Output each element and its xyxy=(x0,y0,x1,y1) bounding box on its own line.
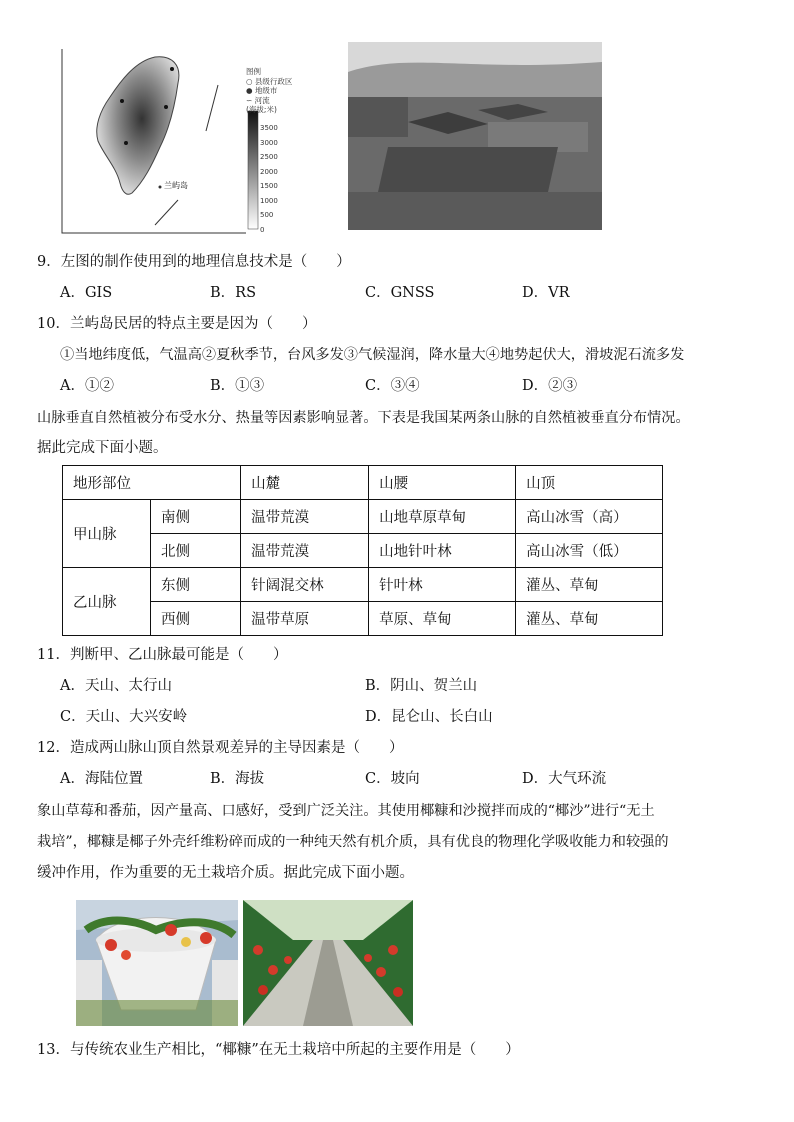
legend-river: ∽ 河流 xyxy=(246,95,270,105)
question-10-stem: 10．兰屿岛民居的特点主要是因为（ ） xyxy=(37,316,317,332)
taiwan-elevation-map xyxy=(60,45,310,235)
question-9-option-b[interactable]: B．RS xyxy=(210,285,257,301)
question-10-option-a[interactable]: A．①② xyxy=(60,378,114,394)
question-13-stem: 13．与传统农业生产相比，“椰糠”在无土栽培中所起的主要作用是（ ） xyxy=(37,1042,520,1058)
intro-2-line-1: 山脉垂直自然植被分布受水分、热量等因素影响显著。下表是我国某两条山脉的自然植被垂直分布情况。 xyxy=(37,410,690,426)
map-legend xyxy=(246,67,292,115)
middle-cell: 山地草原草甸 xyxy=(369,500,516,534)
question-11-option-d[interactable]: D．昆仑山、长白山 xyxy=(365,709,493,725)
side-cell: 北侧 xyxy=(151,534,241,568)
lanyu-dwellings-photo xyxy=(348,42,602,230)
intro-2-line-2: 据此完成下面小题。 xyxy=(37,440,168,456)
question-9-option-c[interactable]: C．GNSS xyxy=(365,285,435,301)
legend-elevation-label: (海拔;米) xyxy=(246,105,277,114)
intro-3-line-1: 象山草莓和番茄，因产量高、口感好，受到广泛关注。其使用椰糠和沙搅拌而成的“椰沙”进行“无土 xyxy=(37,803,655,819)
middle-cell: 草原、草甸 xyxy=(369,602,516,636)
top-cell: 高山冰雪（高） xyxy=(516,500,663,534)
question-10-option-c[interactable]: C．③④ xyxy=(365,378,420,394)
table-row xyxy=(63,534,663,568)
table-header-row xyxy=(63,466,663,500)
side-cell: 南侧 xyxy=(151,500,241,534)
header-cell: 山腰 xyxy=(369,466,516,500)
top-cell: 高山冰雪（低） xyxy=(516,534,663,568)
question-11-stem: 11．判断甲、乙山脉最可能是（ ） xyxy=(37,647,288,663)
top-cell: 灌丛、草甸 xyxy=(516,602,663,636)
side-cell: 西侧 xyxy=(151,602,241,636)
question-12-option-b[interactable]: B．海拔 xyxy=(210,771,265,787)
elevation-scale: 3500 3000 2500 2000 1500 1000 500 0 xyxy=(260,124,278,234)
top-cell: 灌丛、草甸 xyxy=(516,568,663,602)
table-row xyxy=(63,500,663,534)
header-cell: 山麓 xyxy=(241,466,369,500)
question-12-option-a[interactable]: A．海陆位置 xyxy=(60,771,143,787)
header-cell: 山顶 xyxy=(516,466,663,500)
legend-county: ○ 县级行政区 xyxy=(246,76,293,86)
island-label: 兰屿岛 xyxy=(164,181,188,190)
tomato-greenhouse-photo xyxy=(243,900,413,1026)
mountain-cell: 乙山脉 xyxy=(63,568,151,636)
foot-cell: 温带荒漠 xyxy=(241,534,369,568)
intro-3-line-3: 缓冲作用，作为重要的无土栽培介质。据此完成下面小题。 xyxy=(37,865,414,881)
middle-cell: 山地针叶林 xyxy=(369,534,516,568)
mountain-cell: 甲山脉 xyxy=(63,500,151,568)
foot-cell: 温带荒漠 xyxy=(241,500,369,534)
legend-city: ● 地级市 xyxy=(246,86,278,95)
vegetation-table xyxy=(62,465,663,636)
question-11-option-a[interactable]: A．天山、太行山 xyxy=(60,678,172,694)
question-9-stem: 9．左图的制作使用到的地理信息技术是（ ） xyxy=(37,254,351,270)
middle-cell: 针叶林 xyxy=(369,568,516,602)
question-9-option-a[interactable]: A．GIS xyxy=(60,285,113,301)
question-10-option-b[interactable]: B．①③ xyxy=(210,378,265,394)
table-row xyxy=(63,568,663,602)
intro-3-line-2: 栽培”，椰糠是椰子外壳纤维粉碎而成的一种纯天然有机介质，具有优良的物理化学吸收能力和较强的 xyxy=(37,834,669,850)
question-10-option-d[interactable]: D．②③ xyxy=(522,378,578,394)
question-12-option-c[interactable]: C．坡向 xyxy=(365,771,420,787)
foot-cell: 温带草原 xyxy=(241,602,369,636)
question-11-option-b[interactable]: B．阴山、贺兰山 xyxy=(365,678,478,694)
table-row xyxy=(63,602,663,636)
header-cell: 地形部位 xyxy=(63,466,241,500)
question-9-option-d[interactable]: D．VR xyxy=(522,285,570,301)
question-11-option-c[interactable]: C．天山、大兴安岭 xyxy=(60,709,188,725)
question-12-stem: 12．造成两山脉山顶自然景观差异的主导因素是（ ） xyxy=(37,740,404,756)
question-10-statement: ①当地纬度低，气温高②夏秋季节，台风多发③气候湿润，降水量大④地势起伏大，滑坡泥石流多发 xyxy=(60,347,685,363)
legend-title: 图例 xyxy=(246,67,261,76)
foot-cell: 针阔混交林 xyxy=(241,568,369,602)
side-cell: 东侧 xyxy=(151,568,241,602)
strawberry-cultivation-photo xyxy=(76,900,238,1026)
question-12-option-d[interactable]: D．大气环流 xyxy=(522,771,607,787)
